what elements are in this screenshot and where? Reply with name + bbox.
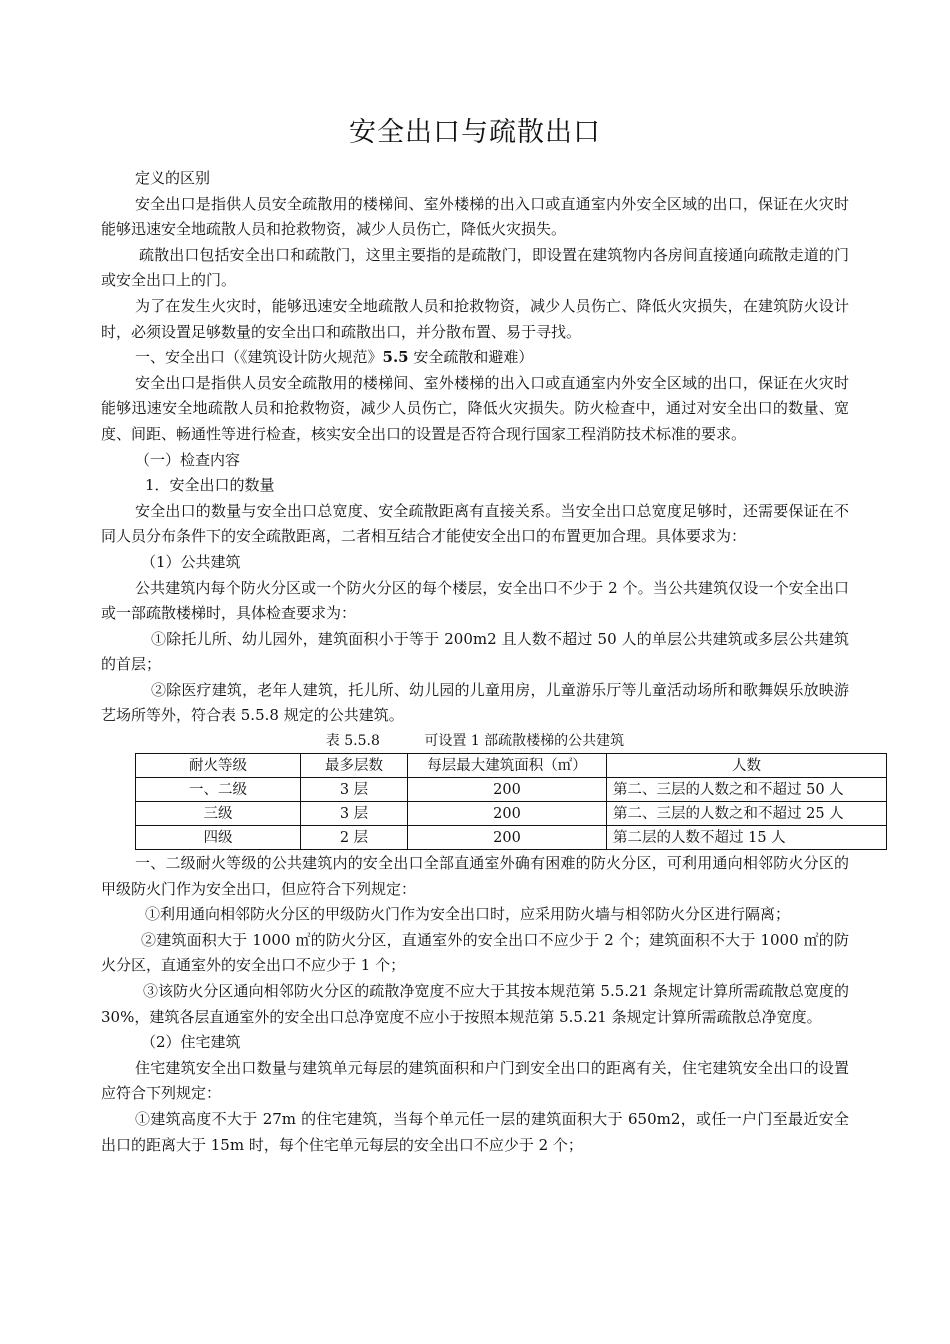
paragraph-public-building: 公共建筑内每个防火分区或一个防火分区的每个楼层，安全出口不少于 2 个。当公共建筑仅设一个安全出口或一部疏散楼梯时，具体检查要求为： [101,578,849,623]
table-row [136,778,887,802]
stair-table [135,753,887,850]
paragraph-adjacent-rule-3: ③该防火分区通向相邻防火分区的疏散净宽度不应大于其按本规范第 5.5.21 条规定计算所需疏散总宽度的 30%，建筑各层直通室外的安全出口总净宽度不应小于按照本规范第 5.5.21 条规定计算所需疏散总净宽度。 [101,982,849,1026]
paragraph-adjacent-rule-2: ②建筑面积大于 1000 ㎡的防火分区，直通室外的安全出口不应少于 2 个；建筑面积不大于 1000 ㎡的防火分区，直通室外的安全出口不应少于 1 个； [101,930,849,975]
table-cell: 2 层 [301,826,408,850]
table-cell: 四级 [136,826,301,850]
table-cell: 200 [408,802,607,826]
paragraph-purpose: 为了在发生火灾时，能够迅速安全地疏散人员和抢救物资，减少人员伤亡、降低火灾损失，在建筑防火设计时，必须设置足够数量的安全出口和疏散出口，并分散布置、易于寻找。 [101,296,849,341]
table-row [136,802,887,826]
document-body [101,166,849,1158]
subheading-inspection-content: （一）检查内容 [135,450,241,469]
table-header-cell: 最多层数 [301,754,408,778]
paragraph-safety-exit-definition: 安全出口是指供人员安全疏散用的楼梯间、室外楼梯的出入口或直通室内外安全区域的出口，保证在火灾时能够迅速安全地疏散人员和抢救物资，减少人员伤亡，降低火灾损失。 [101,194,849,239]
table-cell: 一、二级 [136,778,301,802]
paragraph-evacuation-exit-definition: 疏散出口包括安全出口和疏散门，这里主要指的是疏散门，即设置在建筑物内各房间直接通向疏散走道的门或安全出口上的门。 [101,245,849,290]
paragraph-rule-1: ①除托儿所、幼儿园外，建筑面积小于等于 200m2 且人数不超过 50 人的单层公共建筑或多层公共建筑的首层； [101,629,849,674]
section-heading-safety-exit [101,345,849,371]
table-caption: 表 5.5.8 可设置 1 部疏散楼梯的公共建筑 [325,733,625,750]
paragraph-rule-2: ②除医疗建筑，老年人建筑，托儿所、幼儿园的儿童用房，儿童游乐厅等儿童活动场所和歌舞娱乐放映游艺场所等外，符合表 5.5.8 规定的公共建筑。 [101,680,849,725]
table-cell: 3 层 [301,802,408,826]
paragraph-exit-quantity: 安全出口的数量与安全出口总宽度、安全疏散距离有直接关系。当安全出口总宽度足够时，还需要保证在不同人员分布条件下的安全疏散距离，二者相互结合才能使安全出口的布置更加合理。具体要求为： [101,501,849,546]
paragraph-adjacent-rule-1: ①利用通向相邻防火分区的甲级防火门作为安全出口时，应采用防火墙与相邻防火分区进行隔离； [145,905,791,924]
subheading-exit-quantity: 1．安全出口的数量 [145,476,275,495]
table-header-row [136,754,887,778]
table-cell: 200 [408,826,607,850]
paragraph-residential: 住宅建筑安全出口数量与建筑单元每层的建筑面积和户门到安全出口的距离有关，住宅建筑安全出口的设置应符合下列规定： [101,1058,849,1103]
paragraph-safety-exit-inspection: 安全出口是指供人员安全疏散用的楼梯间、室外楼梯的出入口或直通室内外安全区域的出口，保证在火灾时能够迅速安全地疏散人员和抢救物资，减少人员伤亡，降低火灾损失。防火检查中，通过对安全出口的数量、宽度、间距、畅通性等进行检查，核实安全出口的设置是否符合现行国家工程消防技术标准的要求。 [101,373,849,443]
table-header-cell: 每层最大建筑面积（㎡） [408,754,607,778]
section-heading-suffix: 安全疏散和避难） [408,348,534,367]
section-heading-clause: 5.5 [382,348,409,367]
table-cell: 第二、三层的人数之和不超过 25 人 [607,802,887,826]
section-heading-text: 一、安全出口（《建筑设计防火规范》 [135,348,383,367]
paragraph-definition-heading: 定义的区别 [135,169,211,187]
document-title: 安全出口与疏散出口 [349,117,601,148]
table-cell: 第二层的人数不超过 15 人 [607,826,887,850]
paragraph-residential-rule-1: ①建筑高度不大于 27m 的住宅建筑，当每个单元任一层的建筑面积大于 650m2，或任一户门至最近安全出口的距离大于 15m 时，每个住宅单元每层的安全出口不应少于 2 个； [101,1110,849,1154]
subheading-public-building: （1）公共建筑 [141,552,241,571]
table-cell: 三级 [136,802,301,826]
table-cell: 3 层 [301,778,408,802]
table-header-cell: 人数 [607,754,887,778]
subheading-residential: （2）住宅建筑 [141,1033,241,1052]
table-header-cell: 耐火等级 [136,754,301,778]
table-cell: 第二、三层的人数之和不超过 50 人 [607,778,887,802]
table-row [136,826,887,850]
paragraph-adjacent-zone: 一、二级耐火等级的公共建筑内的安全出口全部直通室外确有困难的防火分区，可利用通向相邻防火分区的甲级防火门作为安全出口，但应符合下列规定： [101,854,849,898]
table-cell: 200 [408,778,607,802]
